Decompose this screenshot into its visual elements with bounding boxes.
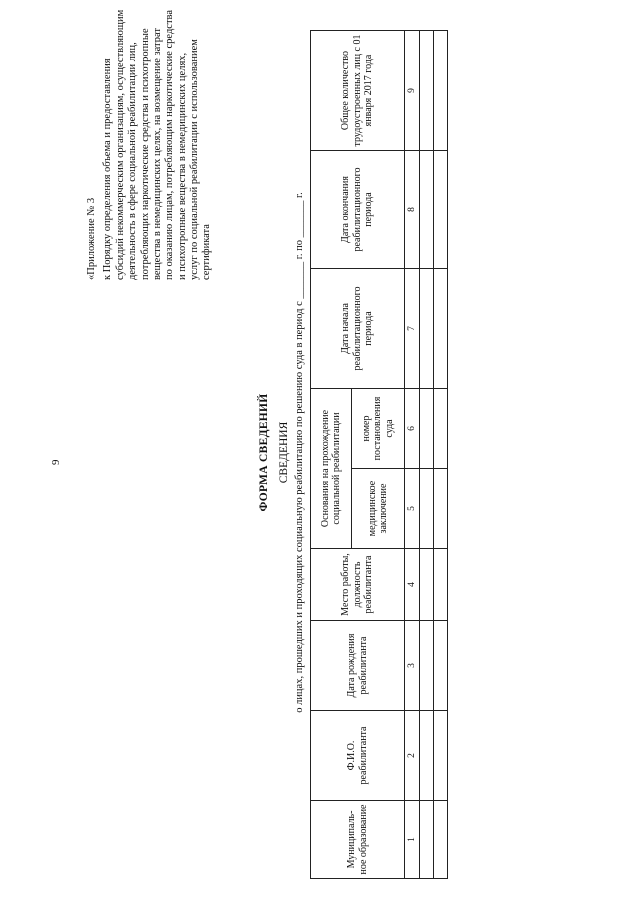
form-title: ФОРМА СВЕДЕНИЙ [258, 393, 270, 512]
header-cell: Дата окончания реабилитационного периода [311, 151, 405, 269]
header-cell: Ф.И.О. реабилитанта [311, 711, 405, 801]
appendix-block [86, 5, 214, 280]
table-cell [420, 31, 434, 151]
subheader-cell: медицинское заключение [352, 469, 405, 549]
table-cell [420, 549, 434, 621]
header-cell: Муниципаль-ное образование [311, 801, 405, 879]
column-number: 3 [405, 621, 420, 711]
appendix-line: и психотропные вещества в немедицинских целях, [176, 52, 188, 280]
table-cell [434, 549, 448, 621]
table-cell [420, 151, 434, 269]
column-number: 1 [405, 801, 420, 879]
table-cell [434, 389, 448, 469]
column-number: 5 [405, 469, 420, 549]
table-cell [434, 469, 448, 549]
column-number: 4 [405, 549, 420, 621]
table-cell [420, 711, 434, 801]
page-number: 9 [50, 459, 62, 465]
table-row [420, 31, 434, 879]
table-cell [434, 801, 448, 879]
column-number: 9 [405, 31, 420, 151]
table-cell [434, 269, 448, 389]
table-cell [434, 621, 448, 711]
column-number: 8 [405, 151, 420, 269]
subtitle: СВЕДЕНИЯ [278, 421, 290, 484]
table-cell [420, 621, 434, 711]
table-cell [420, 801, 434, 879]
header-cell: Дата начала реабилитационного периода [311, 269, 405, 389]
header-cell: Общее количество трудоустроенных лиц с 01 января 2017 года [311, 31, 405, 151]
column-number: 7 [405, 269, 420, 389]
appendix-line: вещества в немедицинских целях, на возмещение затрат [151, 28, 163, 280]
table-cell [420, 389, 434, 469]
column-number-row [405, 31, 420, 879]
header-row [311, 31, 352, 879]
table-cell [434, 31, 448, 151]
appendix-line: услуг по социальной реабилитации с использованием [189, 39, 200, 280]
table-cell [420, 269, 434, 389]
subheader-cell: номер постановления суда [352, 389, 405, 469]
appendix-line: по оказанию лицам, потребляющим наркотические средства [164, 9, 176, 280]
header-cell: Дата рождения реабилитанта [311, 621, 405, 711]
column-number: 6 [405, 389, 420, 469]
appendix-line: к Порядку определения объема и предоставления [102, 58, 114, 280]
column-number: 2 [405, 711, 420, 801]
table-cell [420, 469, 434, 549]
appendix-line: деятельность в сфере социальной реабилитации лиц, [127, 42, 139, 280]
appendix-line: потребляющих наркотические средства и психотропные [139, 28, 151, 280]
appendix-title: «Приложение № 3 [86, 197, 97, 280]
appendix-line: субсидий некоммерческим организациям, осуществляющим [114, 9, 126, 280]
header-cell: Место работы, должность реабилитанта [311, 549, 405, 621]
table-cell [434, 711, 448, 801]
caption: о лицах, прошедших и проходящих социальную реабилитацию по решению суда в период с _______ г. по _______ г. [294, 192, 305, 713]
data-table [310, 30, 448, 879]
table-cell [434, 151, 448, 269]
table-row [434, 31, 448, 879]
appendix-line: сертификата [201, 224, 213, 280]
header-cell: Основания на прохождение социальной реабилитации [311, 389, 352, 549]
